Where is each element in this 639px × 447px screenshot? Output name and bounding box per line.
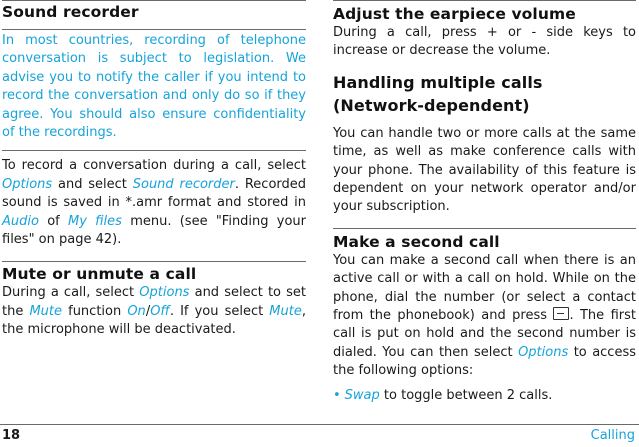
mute-keyword: Mute	[269, 303, 302, 319]
text-run: , the microphone will be deactivated.	[2, 303, 306, 338]
audio-keyword: Audio	[2, 213, 39, 229]
footer-section-title: Calling	[590, 428, 635, 443]
sound-recorder-keyword: Sound recorder	[132, 176, 235, 192]
text-run: to toggle between 2 calls.	[379, 387, 553, 403]
page-number: 18	[2, 428, 21, 443]
heading-earpiece-volume: Adjust the earpiece volume	[333, 5, 576, 23]
section-rule	[2, 0, 306, 1]
section-rule	[2, 261, 306, 262]
sound-recorder-paragraph	[2, 157, 306, 249]
call-key-icon	[553, 307, 569, 320]
text-run: To record a conversation during a call, select	[2, 158, 306, 174]
text-run: and select to set the	[2, 285, 306, 319]
mute-keyword: Mute	[29, 303, 63, 319]
section-rule	[2, 29, 306, 30]
options-keyword: Options	[518, 344, 569, 360]
text-run: to access the following options:	[333, 344, 636, 379]
on-keyword: On	[127, 303, 146, 319]
right-column	[333, 0, 636, 405]
second-call-paragraph	[333, 252, 636, 381]
section-rule	[333, 0, 636, 1]
heading-sound-recorder: Sound recorder	[2, 3, 139, 21]
swap-bullet	[333, 387, 636, 405]
text-run: function	[62, 303, 128, 319]
bullet-mark: •	[333, 387, 341, 403]
heading-second-call: Make a second call	[333, 232, 500, 251]
heading-multiple-calls: Handling multiple calls (Network-dependent)	[333, 72, 543, 115]
text-run: . Recorded sound is saved in *.amr format and stored in	[2, 176, 307, 211]
mute-paragraph	[2, 284, 306, 339]
options-keyword: Options	[2, 176, 53, 192]
text-run: menu. (see "Finding your files" on page 42).	[2, 213, 307, 248]
off-keyword: Off	[150, 303, 170, 319]
section-rule	[333, 228, 636, 229]
text-run: /	[145, 303, 151, 319]
text-run: During a call, select	[2, 285, 140, 301]
swap-keyword: Swap	[344, 387, 380, 403]
text-run: of	[38, 213, 68, 229]
heading-mute: Mute or unmute a call	[2, 265, 197, 284]
text-run: and select	[52, 176, 133, 192]
page-footer	[0, 424, 639, 447]
section-rule	[2, 150, 306, 151]
my-files-keyword: My files	[68, 213, 122, 229]
text-run: You can make a second call when there is an active call or with a call on hold. While on the phone, dial the number (or select a contact from the phonebook) and press	[333, 252, 636, 324]
text-run: . If you select	[169, 303, 270, 319]
earpiece-paragraph: During a call, press + or - side keys to increase or decrease the volume.	[333, 25, 636, 59]
left-column	[2, 0, 306, 340]
legal-note: In most countries, recording of telephone conversation is subject to legislation. We advise you to notify the caller if you intend to record the conversation and only do so if they agree. You should also ensure confidentiality of the recordings.	[2, 33, 306, 141]
text-run: . The first call is put on hold and the second number is dialed. You can then select	[333, 308, 636, 360]
multiple-calls-paragraph: You can handle two or more calls at the same time, as well as make conference calls with your phone. The availability of this feature is dependent on your network operator and/or your subscription.	[333, 125, 636, 215]
options-keyword: Options	[139, 285, 190, 301]
